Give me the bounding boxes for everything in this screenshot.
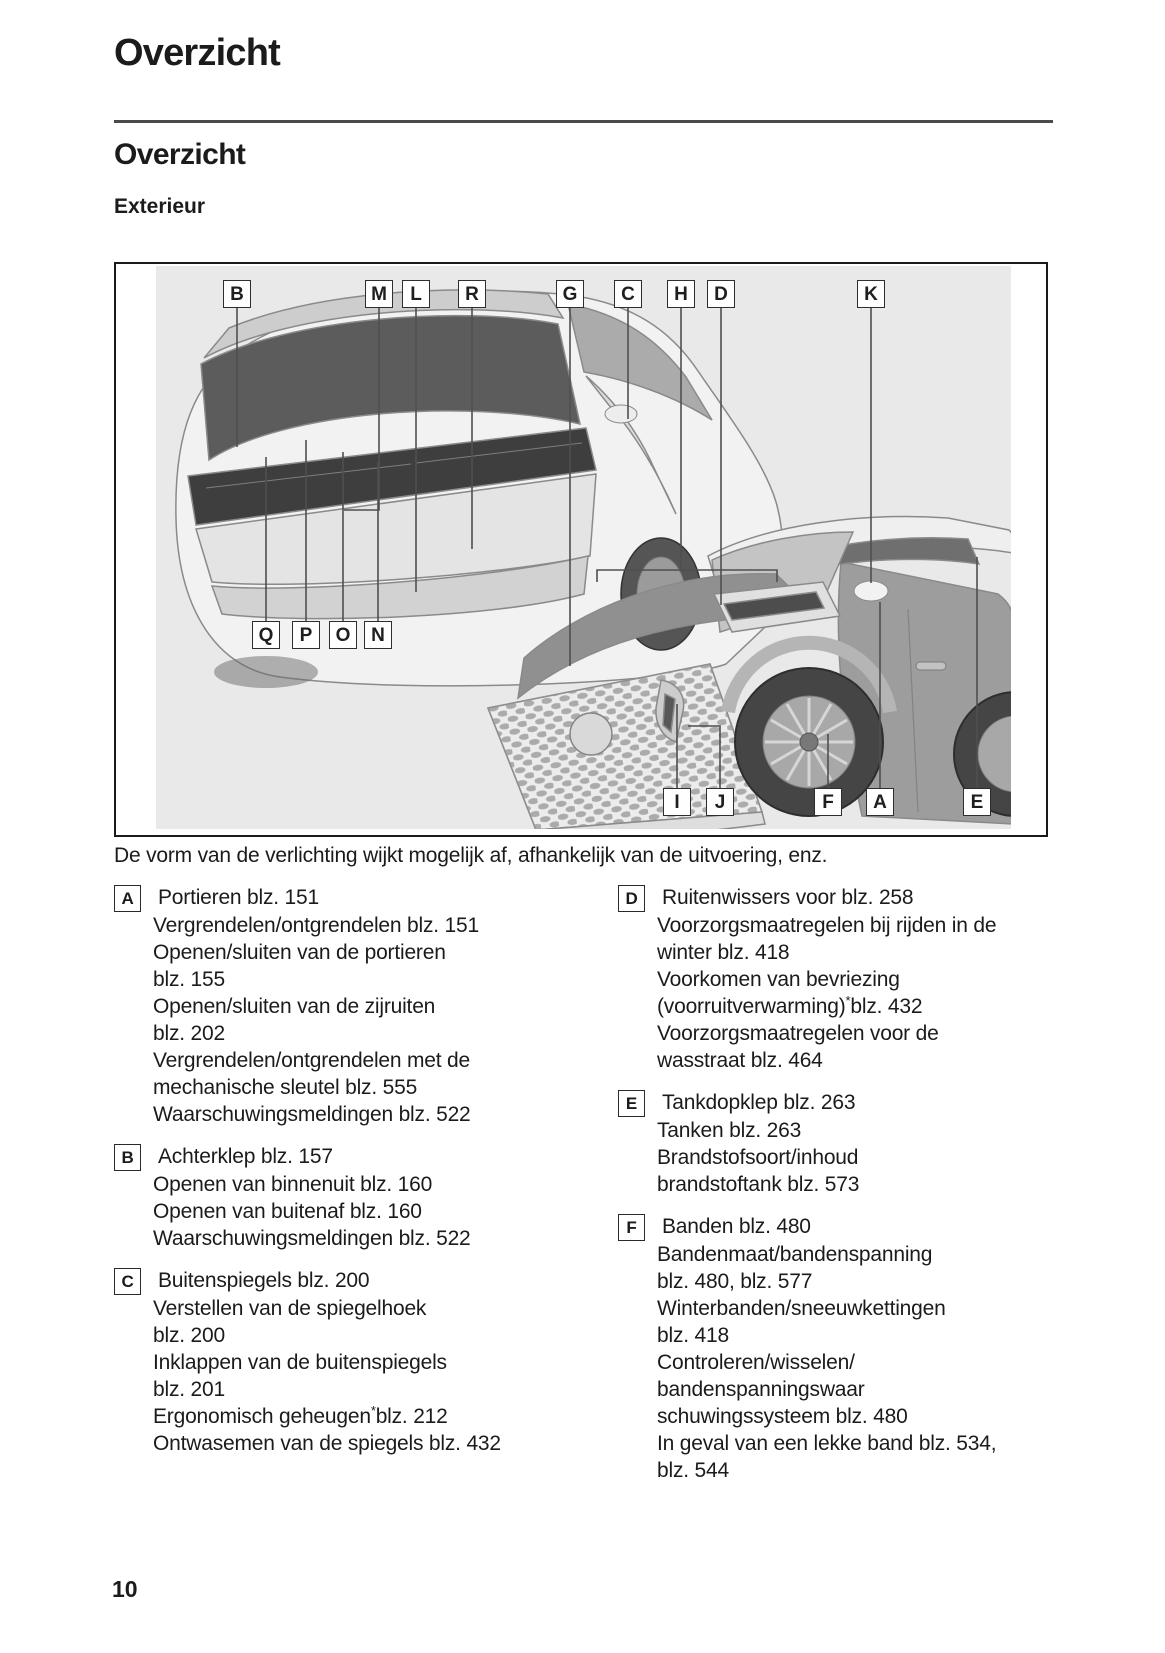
legend-item-line: mechanische sleutel blz. 555	[153, 1076, 418, 1099]
legend-item-line: (voorruitverwarming)*blz. 432	[657, 993, 923, 1018]
legend-item-line: In geval van een lekke band blz. 534,	[657, 1432, 997, 1455]
legend-item-title: Tankdopklep blz. 263	[662, 1091, 856, 1114]
legend-item-B	[114, 1143, 594, 1252]
rear-car-mirror	[605, 405, 637, 423]
legend-item-F	[618, 1213, 1073, 1484]
legend-item-line: blz. 418	[657, 1324, 729, 1347]
legend-item-line: blz. 200	[153, 1324, 225, 1347]
legend-item-line: Verstellen van de spiegelhoek	[153, 1297, 427, 1320]
exterior-diagram	[114, 262, 1048, 837]
legend-item-line: Voorkomen van bevriezing	[657, 968, 900, 991]
legend-item-line: schuwingssysteem blz. 480	[657, 1405, 908, 1428]
legend-item-line: blz. 480, blz. 577	[657, 1270, 813, 1293]
legend-item-line: Voorzorgsmaatregelen bij rijden in de	[657, 914, 997, 937]
legend-item-line: Voorzorgsmaatregelen voor de	[657, 1022, 939, 1045]
legend-item-line: blz. 201	[153, 1378, 225, 1401]
legend-item-line: Ontwasemen van de spiegels blz. 432	[153, 1432, 501, 1455]
legend-letter-badge-E: E	[618, 1090, 645, 1117]
legend-item-title: Portieren blz. 151	[158, 886, 319, 909]
brand-badge	[570, 713, 612, 755]
diagram-marker-G: G	[556, 280, 584, 308]
legend-item-title: Ruitenwissers voor blz. 258	[662, 886, 914, 909]
legend-item-line: Bandenmaat/bandenspanning	[657, 1243, 933, 1266]
diagram-marker-E: E	[963, 788, 991, 816]
legend-letter-badge-A: A	[114, 885, 141, 912]
legend-item-line: Openen/sluiten van de portieren	[153, 941, 446, 964]
legend-item-line: Waarschuwingsmeldingen blz. 522	[153, 1227, 471, 1250]
legend-left-column	[114, 884, 594, 1472]
legend-item-line: Brandstofsoort/inhoud	[657, 1146, 859, 1169]
diagram-marker-O: O	[329, 621, 357, 649]
section-title: Overzicht	[114, 138, 246, 171]
diagram-marker-J: J	[706, 788, 734, 816]
legend-item-C	[114, 1267, 594, 1457]
legend-item-line: brandstoftank blz. 573	[657, 1173, 860, 1196]
legend-item-line: Openen/sluiten van de zijruiten	[153, 995, 436, 1018]
legend-item-line: blz. 155	[153, 968, 225, 991]
legend-letter-badge-B: B	[114, 1144, 141, 1171]
legend-item-E	[618, 1089, 1073, 1198]
legend-letter-badge-C: C	[114, 1268, 141, 1295]
legend-item-line: Inklappen van de buitenspiegels	[153, 1351, 447, 1374]
diagram-marker-B: B	[223, 280, 251, 308]
legend-item-line: Vergrendelen/ontgrendelen met de	[153, 1049, 471, 1072]
diagram-marker-K: K	[857, 280, 885, 308]
diagram-note: De vorm van de verlichting wijkt mogelijk af, afhankelijk van de uitvoering, enz.	[114, 844, 828, 867]
legend-item-line: Ergonomisch geheugen*blz. 212	[153, 1403, 448, 1428]
legend-item-A	[114, 884, 594, 1128]
diagram-marker-P: P	[292, 621, 320, 649]
legend-item-title: Achterklep blz. 157	[158, 1145, 333, 1168]
front-car-mirror	[854, 581, 888, 601]
car-illustration	[116, 264, 1046, 835]
divider-rule	[114, 120, 1053, 123]
legend-item-title: Buitenspiegels blz. 200	[158, 1269, 370, 1292]
legend-item-line: Vergrendelen/ontgrendelen blz. 151	[153, 914, 479, 937]
legend-item-line: Openen van buitenaf blz. 160	[153, 1200, 422, 1223]
diagram-marker-Q: Q	[252, 621, 280, 649]
legend-item-line: wasstraat blz. 464	[657, 1049, 823, 1072]
legend-item-line: bandenspanningswaar	[657, 1378, 865, 1401]
diagram-marker-D: D	[707, 280, 735, 308]
legend-item-title: Banden blz. 480	[662, 1215, 811, 1238]
legend-item-line: blz. 544	[657, 1459, 729, 1482]
subsection-title: Exterieur	[114, 195, 206, 218]
chapter-title: Overzicht	[114, 32, 280, 74]
legend-right-column	[618, 884, 1073, 1499]
page-number: 10	[112, 1576, 138, 1602]
diagram-marker-I: I	[663, 788, 691, 816]
legend-item-line: blz. 202	[153, 1022, 225, 1045]
diagram-marker-N: N	[364, 621, 392, 649]
legend-item-line: winter blz. 418	[657, 941, 790, 964]
diagram-marker-M: M	[365, 280, 393, 308]
diagram-marker-A: A	[866, 788, 894, 816]
diagram-marker-C: C	[614, 280, 642, 308]
diagram-marker-L: L	[402, 280, 430, 308]
legend-item-line: Controleren/wisselen/	[657, 1351, 855, 1374]
diagram-marker-H: H	[667, 280, 695, 308]
legend-item-D	[618, 884, 1073, 1074]
legend-letter-badge-F: F	[618, 1214, 645, 1241]
legend-item-line: Openen van binnenuit blz. 160	[153, 1173, 433, 1196]
legend-item-line: Winterbanden/sneeuwkettingen	[657, 1297, 946, 1320]
legend-item-line: Waarschuwingsmeldingen blz. 522	[153, 1103, 471, 1126]
legend-letter-badge-D: D	[618, 885, 645, 912]
diagram-marker-R: R	[458, 280, 486, 308]
legend-item-line: Tanken blz. 263	[657, 1119, 802, 1142]
door-handle	[916, 662, 946, 670]
diagram-marker-F: F	[814, 788, 842, 816]
